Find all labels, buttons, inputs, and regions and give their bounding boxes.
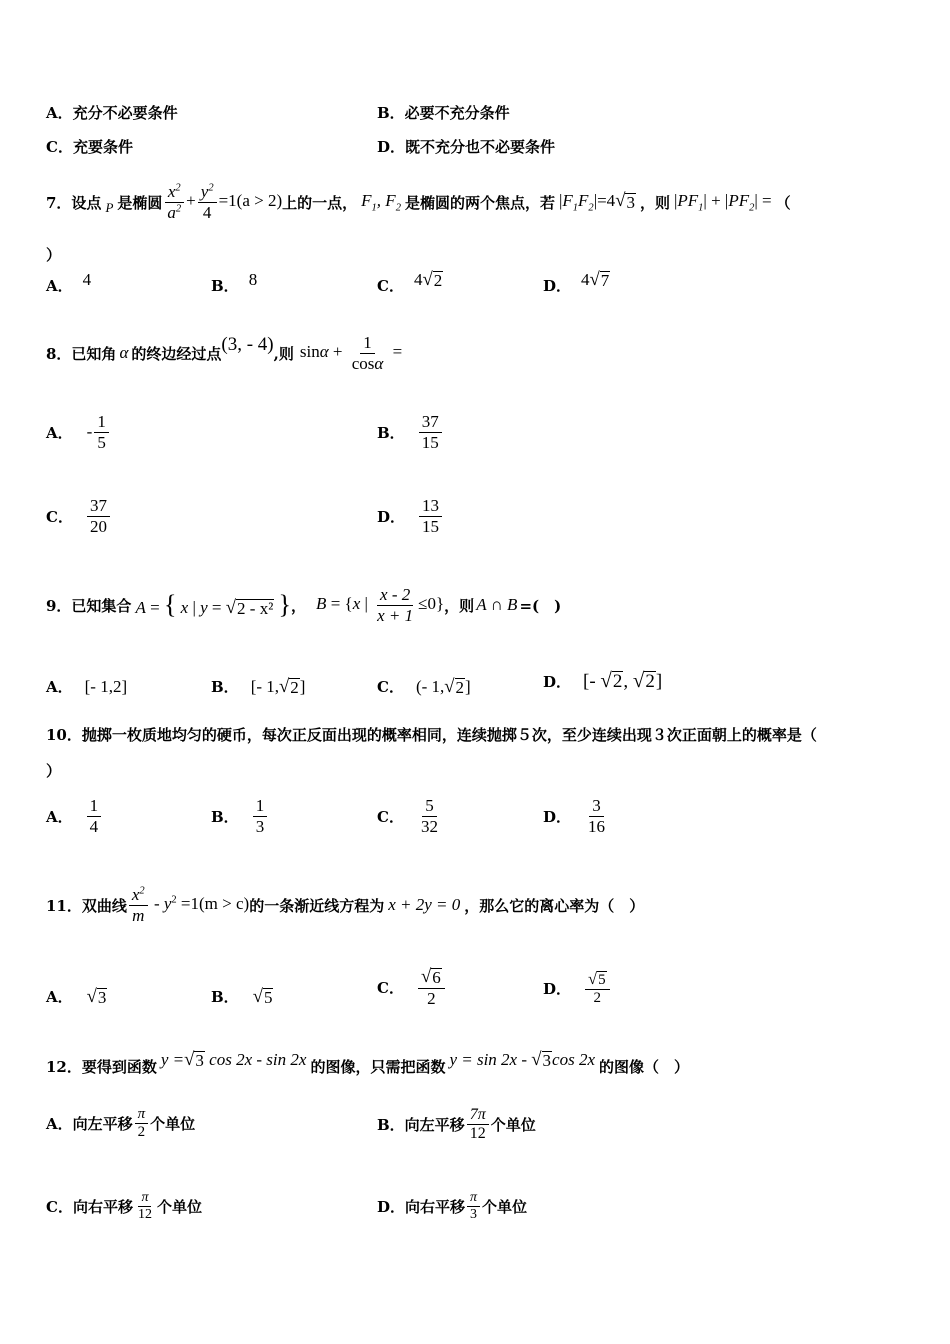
q7-option-a: A． 4: [46, 270, 92, 295]
q11-option-a: A． √ 3: [46, 986, 107, 1008]
q6-option-a: A．充分不必要条件: [46, 104, 178, 122]
q7-ellipse-equation: $\frac{x^2}{a^2}$ + $\frac{y^2}{4}$ =1(a > 2): [162, 182, 282, 222]
q7-option-c: C． 4 √ 2: [377, 269, 443, 295]
q6-option-d: D．既不充分也不必要条件: [377, 138, 556, 156]
q7-text-4: 是椭圆的两个焦点，若: [404, 193, 555, 212]
q7-text-5: ，则: [639, 193, 670, 212]
q7-option-d: D． 4 √ 7: [543, 269, 610, 295]
q9-option-c: C． (- 1, √ 2 ]: [377, 676, 471, 698]
q10-option-d: D． $\frac{3}{16}$: [543, 796, 606, 836]
question-12: 12．要得到函数 y = √ 3 cos 2x - sin 2x 的图像，只需把函数 y = sin 2x - √ 3 cos 2x 的图像（ ）: [46, 1049, 690, 1076]
q7-close-paren: ）: [46, 246, 62, 264]
q9-option-a: A． [- 1,2]: [46, 677, 128, 696]
question-10: 10．抛掷一枚质地均匀的硬币，每次正反面出现的概率相同，连续抛掷５次，至少连续出现３次正面朝上的概率是（: [46, 726, 817, 744]
q11-option-d: D． √ 5 2: [543, 970, 612, 1008]
q6-option-c: C．充要条件: [46, 138, 133, 156]
q8-option-b: B． $\frac{37}{15}$: [377, 412, 444, 452]
q7-text-1: 7．设点: [46, 193, 102, 212]
q7-option-b: B． 8: [211, 270, 258, 295]
q8-option-a: A． - $\frac{1}{5}$: [46, 412, 111, 452]
q8-option-c: C． $\frac{37}{20}$: [46, 496, 112, 536]
q10-option-c: C． $\frac{5}{32}$: [377, 796, 438, 836]
q7-text-2: 是椭圆: [117, 193, 163, 212]
q10-option-a: A． $\frac{1}{4}$: [46, 796, 103, 836]
question-7: 7．设点 P 是椭圆 $\frac{x^2}{a^2}$ + $\frac{y^2}{4}$ =1(a > 2) 上的一点， $F_1$, $F_2$ 是椭圆的两个焦点，若 $|F_1F_2|=4$ √ 3 ，则 $|PF_1| + |PF_2|$ = （: [46, 181, 791, 222]
q8-option-d: D． $\frac{13}{15}$: [377, 496, 444, 536]
q6-option-b: B．必要不充分条件: [377, 104, 510, 122]
q10-option-b: B． $\frac{1}{3}$: [211, 796, 269, 836]
q10-close-paren: ）: [46, 762, 62, 780]
q12-option-d: D．向右平移 $\frac{\pi}{3}$ 个单位: [377, 1190, 528, 1223]
q9-option-b: B． [- 1, √ 2 ]: [211, 676, 306, 698]
q11-option-c: C． √ 6 2: [377, 966, 447, 1008]
q12-option-a: A．向左平移 $\frac{\pi}{2}$ 个单位: [46, 1106, 196, 1141]
q12-option-c: C．向右平移 $\frac{\pi}{12}$ 个单位: [46, 1190, 202, 1223]
q11-option-b: B． √ 5: [211, 986, 273, 1008]
question-11: 11．双曲线 $\frac{x^2}{m}$ - $y^2 =1(m > c)$ 的一条渐近线方程为 x + 2y = 0 ，那么它的离心率为（ ）: [46, 884, 645, 925]
q7-text-3: 上的一点，: [282, 193, 358, 212]
q12-option-b: B．向左平移 $\frac{7\pi}{12}$ 个单位: [377, 1106, 536, 1143]
question-9: 9．已知集合 A = { x | y = √ 2 - x² } ， B = {x | $\frac{x - 2}{x + 1}$ ≤0} ，则 A ∩ B =( ): [46, 584, 562, 625]
question-8: 8．已知角 α 的终边经过点 (3, - 4) ,则 sinα + $\frac{1}{\cos\alpha}$ =: [46, 332, 403, 373]
q9-option-d: D． [- √ 2 , √ 2 ]: [543, 668, 663, 693]
